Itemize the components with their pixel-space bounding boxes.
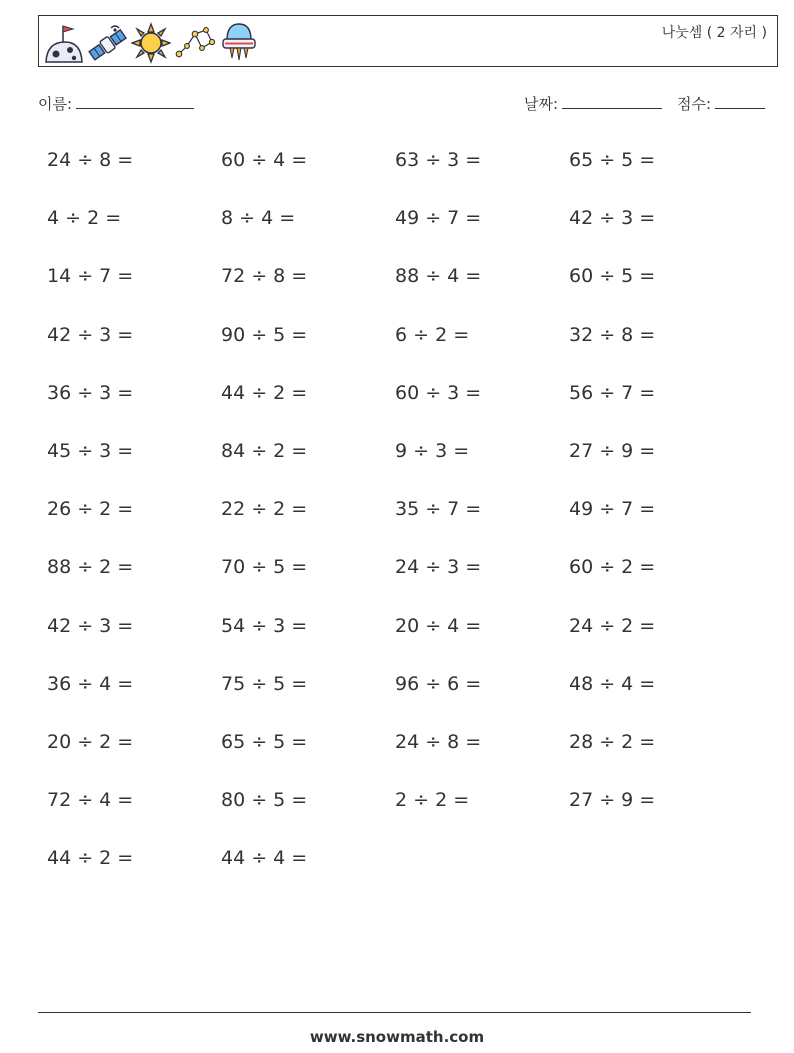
worksheet-title: 나눗셈 ( 2 자리 ) (661, 25, 767, 41)
division-problem: 44 ÷ 2 = (221, 381, 308, 404)
division-problem: 6 ÷ 2 = (395, 323, 470, 346)
problem-row (47, 265, 747, 323)
sun-icon (131, 20, 171, 64)
division-problem: 28 ÷ 2 = (569, 730, 656, 753)
division-problem: 24 ÷ 2 = (569, 614, 656, 637)
division-problem: 14 ÷ 7 = (47, 265, 134, 288)
division-problem: 24 ÷ 8 = (395, 730, 482, 753)
problem-row (47, 382, 747, 440)
problem-row (47, 324, 747, 382)
division-problem: 60 ÷ 2 = (569, 556, 656, 579)
division-problem: 45 ÷ 3 = (47, 439, 134, 462)
footer-url: www.snowmath.com (309, 1028, 485, 1046)
problem-grid (47, 149, 747, 905)
constellation-icon (175, 20, 215, 64)
division-problem: 44 ÷ 2 = (47, 847, 134, 870)
division-problem: 8 ÷ 4 = (221, 207, 296, 230)
division-problem: 27 ÷ 9 = (569, 789, 656, 812)
problem-row (47, 789, 747, 847)
division-problem: 60 ÷ 5 = (569, 265, 656, 288)
division-problem: 63 ÷ 3 = (395, 149, 482, 171)
problem-row (47, 615, 747, 673)
division-problem: 42 ÷ 3 = (569, 207, 656, 230)
name-blank[interactable] (76, 94, 194, 109)
division-problem: 27 ÷ 9 = (569, 439, 656, 462)
division-problem: 84 ÷ 2 = (221, 439, 308, 462)
division-problem: 72 ÷ 8 = (221, 265, 308, 288)
problem-row (47, 556, 747, 614)
problem-row (47, 847, 747, 905)
score-blank[interactable] (715, 94, 765, 109)
division-problem: 65 ÷ 5 = (569, 149, 656, 171)
division-problem: 44 ÷ 4 = (221, 847, 308, 870)
name-field[interactable] (38, 93, 194, 114)
division-problem: 70 ÷ 5 = (221, 556, 308, 579)
division-problem: 96 ÷ 6 = (395, 672, 482, 695)
worksheet-header (38, 15, 778, 67)
division-problem: 65 ÷ 5 = (221, 730, 308, 753)
division-problem: 88 ÷ 2 = (47, 556, 134, 579)
division-problem: 80 ÷ 5 = (221, 789, 308, 812)
problem-row (47, 440, 747, 498)
division-problem: 2 ÷ 2 = (395, 789, 470, 812)
satellite-icon (87, 20, 127, 64)
division-problem: 35 ÷ 7 = (395, 498, 482, 521)
division-problem: 20 ÷ 2 = (47, 730, 134, 753)
division-problem: 60 ÷ 3 = (395, 381, 482, 404)
division-problem: 36 ÷ 4 = (47, 672, 134, 695)
division-problem: 22 ÷ 2 = (221, 498, 308, 521)
division-problem: 26 ÷ 2 = (47, 498, 134, 521)
score-field[interactable] (677, 93, 765, 114)
date-field[interactable] (524, 93, 662, 114)
division-problem: 88 ÷ 4 = (395, 265, 482, 288)
division-problem: 48 ÷ 4 = (569, 672, 656, 695)
division-problem: 20 ÷ 4 = (395, 614, 482, 637)
score-label: 점수: (677, 95, 712, 113)
moon-flag-icon (43, 20, 83, 64)
division-problem: 75 ÷ 5 = (221, 672, 308, 695)
division-problem: 54 ÷ 3 = (221, 614, 308, 637)
division-problem: 9 ÷ 3 = (395, 439, 470, 462)
division-problem: 49 ÷ 7 = (569, 498, 656, 521)
problem-row (47, 673, 747, 731)
problem-row (47, 149, 747, 207)
division-problem: 42 ÷ 3 = (47, 614, 134, 637)
division-problem: 42 ÷ 3 = (47, 323, 134, 346)
division-problem: 4 ÷ 2 = (47, 207, 122, 230)
ufo-icon (219, 20, 259, 64)
division-problem: 36 ÷ 3 = (47, 381, 134, 404)
division-problem: 90 ÷ 5 = (221, 323, 308, 346)
division-problem: 49 ÷ 7 = (395, 207, 482, 230)
division-problem (569, 847, 743, 905)
date-label: 날짜: (524, 95, 559, 113)
division-problem: 24 ÷ 3 = (395, 556, 482, 579)
footer-divider (38, 1012, 751, 1013)
problem-row (47, 498, 747, 556)
division-problem: 32 ÷ 8 = (569, 323, 656, 346)
date-blank[interactable] (562, 94, 662, 109)
division-problem: 60 ÷ 4 = (221, 149, 308, 171)
problem-row (47, 207, 747, 265)
division-problem (395, 847, 569, 905)
division-problem: 24 ÷ 8 = (47, 149, 134, 171)
division-problem: 72 ÷ 4 = (47, 789, 134, 812)
icon-strip (43, 20, 259, 64)
problem-row (47, 731, 747, 789)
division-problem: 56 ÷ 7 = (569, 381, 656, 404)
name-label: 이름: (38, 95, 73, 113)
